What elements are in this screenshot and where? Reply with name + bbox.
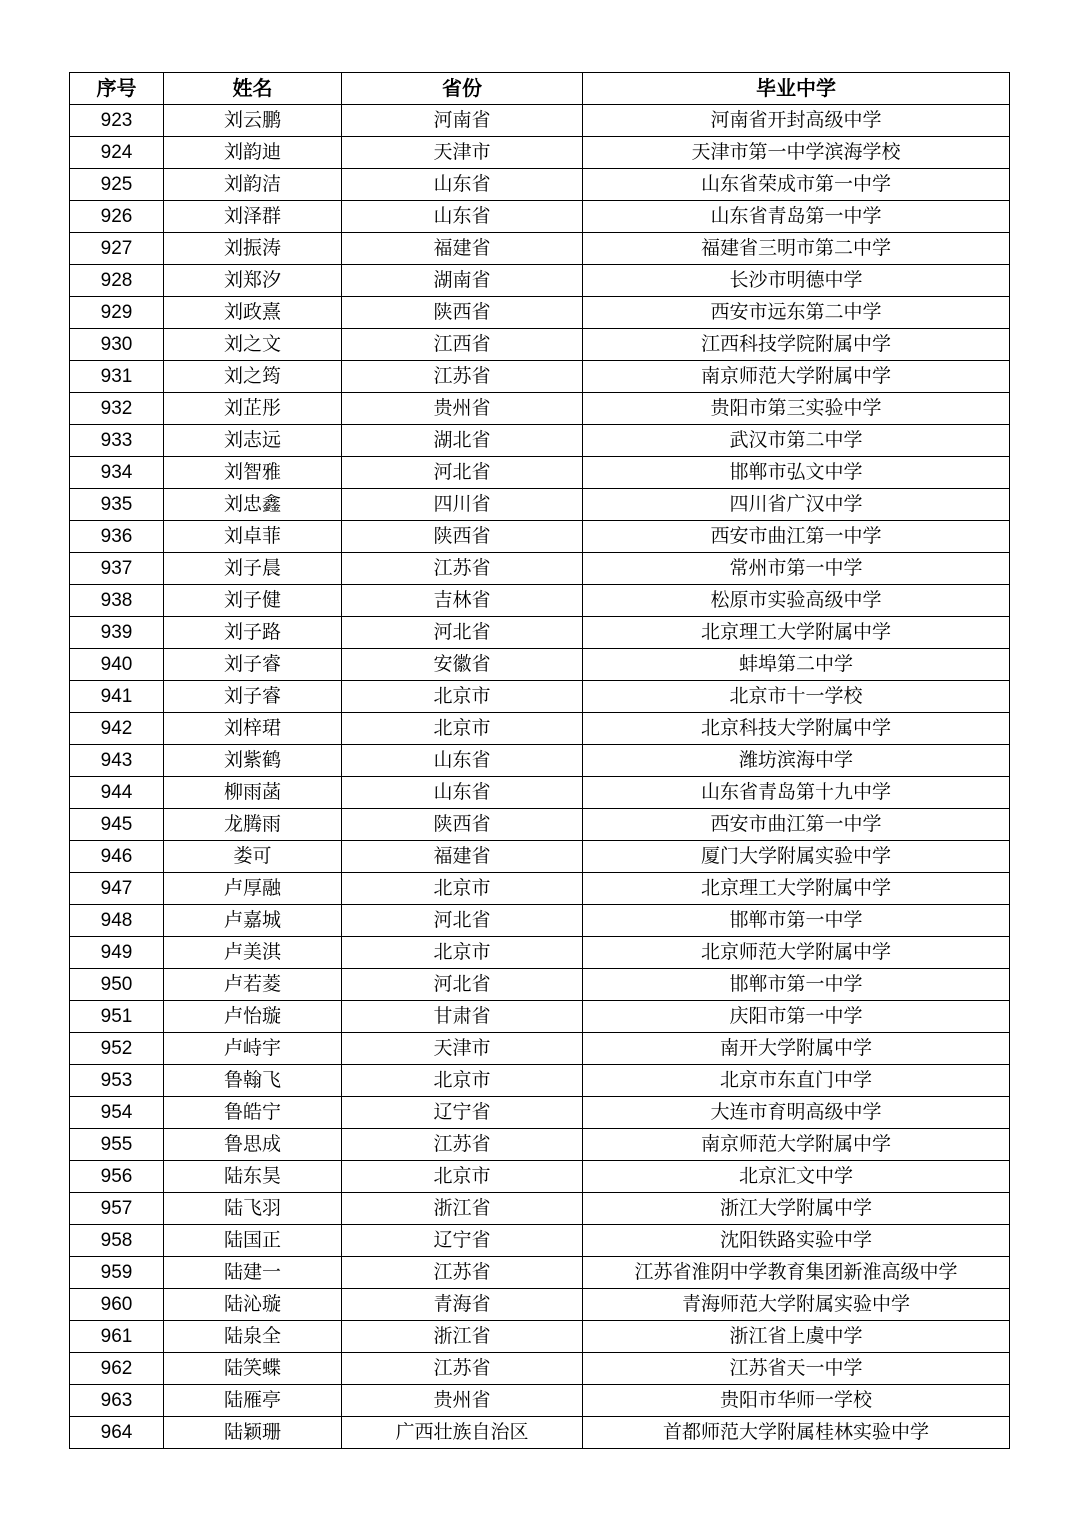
serial-number-cell: 926 bbox=[70, 201, 164, 233]
serial-number-cell: 948 bbox=[70, 905, 164, 937]
table-row bbox=[70, 841, 1010, 873]
high-school-cell: 浙江省上虞中学 bbox=[583, 1321, 1010, 1353]
serial-number-cell: 943 bbox=[70, 745, 164, 777]
province-cell: 甘肃省 bbox=[342, 1001, 583, 1033]
province-cell: 青海省 bbox=[342, 1289, 583, 1321]
name-cell: 刘之文 bbox=[164, 329, 342, 361]
high-school-cell: 南开大学附属中学 bbox=[583, 1033, 1010, 1065]
province-cell: 山东省 bbox=[342, 201, 583, 233]
name-cell: 刘振涛 bbox=[164, 233, 342, 265]
serial-number-cell: 929 bbox=[70, 297, 164, 329]
header-serial-number: 序号 bbox=[70, 73, 164, 105]
high-school-cell: 四川省广汉中学 bbox=[583, 489, 1010, 521]
high-school-cell: 南京师范大学附属中学 bbox=[583, 1129, 1010, 1161]
high-school-cell: 天津市第一中学滨海学校 bbox=[583, 137, 1010, 169]
serial-number-cell: 957 bbox=[70, 1193, 164, 1225]
high-school-cell: 浙江大学附属中学 bbox=[583, 1193, 1010, 1225]
high-school-cell: 北京理工大学附属中学 bbox=[583, 617, 1010, 649]
high-school-cell: 邯郸市第一中学 bbox=[583, 905, 1010, 937]
high-school-cell: 常州市第一中学 bbox=[583, 553, 1010, 585]
name-cell: 刘政熹 bbox=[164, 297, 342, 329]
province-cell: 北京市 bbox=[342, 681, 583, 713]
high-school-cell: 西安市曲江第一中学 bbox=[583, 521, 1010, 553]
name-cell: 陆飞羽 bbox=[164, 1193, 342, 1225]
name-cell: 刘卓菲 bbox=[164, 521, 342, 553]
name-cell: 刘芷彤 bbox=[164, 393, 342, 425]
high-school-cell: 南京师范大学附属中学 bbox=[583, 361, 1010, 393]
province-cell: 河南省 bbox=[342, 105, 583, 137]
table-row bbox=[70, 521, 1010, 553]
serial-number-cell: 963 bbox=[70, 1385, 164, 1417]
province-cell: 陕西省 bbox=[342, 809, 583, 841]
table-row bbox=[70, 553, 1010, 585]
serial-number-cell: 946 bbox=[70, 841, 164, 873]
province-cell: 北京市 bbox=[342, 713, 583, 745]
province-cell: 北京市 bbox=[342, 937, 583, 969]
serial-number-cell: 924 bbox=[70, 137, 164, 169]
table-row bbox=[70, 201, 1010, 233]
table-row bbox=[70, 489, 1010, 521]
serial-number-cell: 944 bbox=[70, 777, 164, 809]
serial-number-cell: 939 bbox=[70, 617, 164, 649]
high-school-cell: 北京理工大学附属中学 bbox=[583, 873, 1010, 905]
province-cell: 湖北省 bbox=[342, 425, 583, 457]
high-school-cell: 长沙市明德中学 bbox=[583, 265, 1010, 297]
table-row bbox=[70, 1065, 1010, 1097]
table-row bbox=[70, 457, 1010, 489]
header-province: 省份 bbox=[342, 73, 583, 105]
high-school-cell: 北京汇文中学 bbox=[583, 1161, 1010, 1193]
province-cell: 山东省 bbox=[342, 745, 583, 777]
table-row bbox=[70, 777, 1010, 809]
serial-number-cell: 964 bbox=[70, 1417, 164, 1449]
table-row bbox=[70, 1033, 1010, 1065]
name-cell: 柳雨菡 bbox=[164, 777, 342, 809]
province-cell: 贵州省 bbox=[342, 393, 583, 425]
high-school-cell: 松原市实验高级中学 bbox=[583, 585, 1010, 617]
table-row bbox=[70, 105, 1010, 137]
high-school-cell: 山东省青岛第十九中学 bbox=[583, 777, 1010, 809]
serial-number-cell: 930 bbox=[70, 329, 164, 361]
high-school-cell: 青海师范大学附属实验中学 bbox=[583, 1289, 1010, 1321]
table-row bbox=[70, 1353, 1010, 1385]
serial-number-cell: 941 bbox=[70, 681, 164, 713]
name-cell: 刘之筠 bbox=[164, 361, 342, 393]
serial-number-cell: 925 bbox=[70, 169, 164, 201]
name-cell: 刘云鹏 bbox=[164, 105, 342, 137]
table-row bbox=[70, 873, 1010, 905]
high-school-cell: 邯郸市第一中学 bbox=[583, 969, 1010, 1001]
serial-number-cell: 937 bbox=[70, 553, 164, 585]
serial-number-cell: 952 bbox=[70, 1033, 164, 1065]
serial-number-cell: 949 bbox=[70, 937, 164, 969]
name-cell: 卢厚融 bbox=[164, 873, 342, 905]
header-name: 姓名 bbox=[164, 73, 342, 105]
serial-number-cell: 953 bbox=[70, 1065, 164, 1097]
high-school-cell: 厦门大学附属实验中学 bbox=[583, 841, 1010, 873]
province-cell: 湖南省 bbox=[342, 265, 583, 297]
table-row bbox=[70, 1001, 1010, 1033]
high-school-cell: 大连市育明高级中学 bbox=[583, 1097, 1010, 1129]
table-row bbox=[70, 745, 1010, 777]
name-cell: 刘韵迪 bbox=[164, 137, 342, 169]
name-cell: 鲁思成 bbox=[164, 1129, 342, 1161]
table-row bbox=[70, 1417, 1010, 1449]
province-cell: 天津市 bbox=[342, 137, 583, 169]
serial-number-cell: 951 bbox=[70, 1001, 164, 1033]
table-row bbox=[70, 809, 1010, 841]
province-cell: 河北省 bbox=[342, 905, 583, 937]
name-cell: 鲁翰飞 bbox=[164, 1065, 342, 1097]
name-cell: 龙腾雨 bbox=[164, 809, 342, 841]
high-school-cell: 潍坊滨海中学 bbox=[583, 745, 1010, 777]
province-cell: 江苏省 bbox=[342, 1353, 583, 1385]
high-school-cell: 北京师范大学附属中学 bbox=[583, 937, 1010, 969]
table-row bbox=[70, 905, 1010, 937]
province-cell: 河北省 bbox=[342, 457, 583, 489]
high-school-cell: 北京科技大学附属中学 bbox=[583, 713, 1010, 745]
serial-number-cell: 928 bbox=[70, 265, 164, 297]
student-roster-table bbox=[69, 72, 1010, 1449]
table-row bbox=[70, 585, 1010, 617]
name-cell: 陆雁亭 bbox=[164, 1385, 342, 1417]
table-header bbox=[70, 73, 1010, 105]
serial-number-cell: 923 bbox=[70, 105, 164, 137]
name-cell: 陆沁璇 bbox=[164, 1289, 342, 1321]
serial-number-cell: 940 bbox=[70, 649, 164, 681]
table-row bbox=[70, 649, 1010, 681]
table-row bbox=[70, 329, 1010, 361]
table-row bbox=[70, 137, 1010, 169]
serial-number-cell: 958 bbox=[70, 1225, 164, 1257]
name-cell: 卢美淇 bbox=[164, 937, 342, 969]
name-cell: 刘梓珺 bbox=[164, 713, 342, 745]
name-cell: 卢怡璇 bbox=[164, 1001, 342, 1033]
name-cell: 刘子睿 bbox=[164, 681, 342, 713]
high-school-cell: 江苏省淮阴中学教育集团新淮高级中学 bbox=[583, 1257, 1010, 1289]
name-cell: 刘韵洁 bbox=[164, 169, 342, 201]
table-row bbox=[70, 617, 1010, 649]
serial-number-cell: 938 bbox=[70, 585, 164, 617]
province-cell: 山东省 bbox=[342, 777, 583, 809]
name-cell: 刘智雅 bbox=[164, 457, 342, 489]
high-school-cell: 山东省荣成市第一中学 bbox=[583, 169, 1010, 201]
high-school-cell: 北京市十一学校 bbox=[583, 681, 1010, 713]
serial-number-cell: 935 bbox=[70, 489, 164, 521]
table-row bbox=[70, 1193, 1010, 1225]
serial-number-cell: 962 bbox=[70, 1353, 164, 1385]
province-cell: 天津市 bbox=[342, 1033, 583, 1065]
name-cell: 刘忠鑫 bbox=[164, 489, 342, 521]
high-school-cell: 武汉市第二中学 bbox=[583, 425, 1010, 457]
high-school-cell: 沈阳铁路实验中学 bbox=[583, 1225, 1010, 1257]
table-row bbox=[70, 233, 1010, 265]
high-school-cell: 河南省开封高级中学 bbox=[583, 105, 1010, 137]
province-cell: 浙江省 bbox=[342, 1321, 583, 1353]
province-cell: 浙江省 bbox=[342, 1193, 583, 1225]
serial-number-cell: 934 bbox=[70, 457, 164, 489]
table-row bbox=[70, 265, 1010, 297]
name-cell: 刘子健 bbox=[164, 585, 342, 617]
name-cell: 刘紫鹤 bbox=[164, 745, 342, 777]
high-school-cell: 西安市远东第二中学 bbox=[583, 297, 1010, 329]
table-row bbox=[70, 393, 1010, 425]
serial-number-cell: 956 bbox=[70, 1161, 164, 1193]
table-row bbox=[70, 1161, 1010, 1193]
name-cell: 陆笑蝶 bbox=[164, 1353, 342, 1385]
table-row bbox=[70, 425, 1010, 457]
table-row bbox=[70, 1225, 1010, 1257]
name-cell: 卢嘉城 bbox=[164, 905, 342, 937]
name-cell: 刘子睿 bbox=[164, 649, 342, 681]
serial-number-cell: 959 bbox=[70, 1257, 164, 1289]
high-school-cell: 邯郸市弘文中学 bbox=[583, 457, 1010, 489]
province-cell: 江苏省 bbox=[342, 361, 583, 393]
name-cell: 卢若菱 bbox=[164, 969, 342, 1001]
high-school-cell: 北京市东直门中学 bbox=[583, 1065, 1010, 1097]
name-cell: 刘子路 bbox=[164, 617, 342, 649]
province-cell: 北京市 bbox=[342, 1161, 583, 1193]
name-cell: 鲁皓宁 bbox=[164, 1097, 342, 1129]
serial-number-cell: 961 bbox=[70, 1321, 164, 1353]
table-row bbox=[70, 937, 1010, 969]
name-cell: 娄可 bbox=[164, 841, 342, 873]
serial-number-cell: 955 bbox=[70, 1129, 164, 1161]
province-cell: 江苏省 bbox=[342, 1257, 583, 1289]
high-school-cell: 江苏省天一中学 bbox=[583, 1353, 1010, 1385]
serial-number-cell: 947 bbox=[70, 873, 164, 905]
high-school-cell: 山东省青岛第一中学 bbox=[583, 201, 1010, 233]
table-row bbox=[70, 297, 1010, 329]
name-cell: 刘泽群 bbox=[164, 201, 342, 233]
name-cell: 刘子晨 bbox=[164, 553, 342, 585]
province-cell: 河北省 bbox=[342, 617, 583, 649]
province-cell: 北京市 bbox=[342, 873, 583, 905]
province-cell: 福建省 bbox=[342, 233, 583, 265]
table-row bbox=[70, 1289, 1010, 1321]
name-cell: 陆建一 bbox=[164, 1257, 342, 1289]
serial-number-cell: 942 bbox=[70, 713, 164, 745]
table-row bbox=[70, 1385, 1010, 1417]
serial-number-cell: 932 bbox=[70, 393, 164, 425]
name-cell: 卢峙宇 bbox=[164, 1033, 342, 1065]
serial-number-cell: 931 bbox=[70, 361, 164, 393]
serial-number-cell: 960 bbox=[70, 1289, 164, 1321]
name-cell: 陆国正 bbox=[164, 1225, 342, 1257]
province-cell: 山东省 bbox=[342, 169, 583, 201]
province-cell: 陕西省 bbox=[342, 521, 583, 553]
table-row bbox=[70, 681, 1010, 713]
table-body bbox=[70, 105, 1010, 1449]
high-school-cell: 庆阳市第一中学 bbox=[583, 1001, 1010, 1033]
header-row bbox=[70, 73, 1010, 105]
name-cell: 陆颖珊 bbox=[164, 1417, 342, 1449]
province-cell: 福建省 bbox=[342, 841, 583, 873]
province-cell: 江苏省 bbox=[342, 553, 583, 585]
province-cell: 江苏省 bbox=[342, 1129, 583, 1161]
table-row bbox=[70, 361, 1010, 393]
serial-number-cell: 945 bbox=[70, 809, 164, 841]
serial-number-cell: 954 bbox=[70, 1097, 164, 1129]
table-row bbox=[70, 969, 1010, 1001]
province-cell: 四川省 bbox=[342, 489, 583, 521]
province-cell: 辽宁省 bbox=[342, 1097, 583, 1129]
table-row bbox=[70, 1097, 1010, 1129]
serial-number-cell: 950 bbox=[70, 969, 164, 1001]
name-cell: 陆泉全 bbox=[164, 1321, 342, 1353]
province-cell: 河北省 bbox=[342, 969, 583, 1001]
serial-number-cell: 936 bbox=[70, 521, 164, 553]
province-cell: 广西壮族自治区 bbox=[342, 1417, 583, 1449]
table-row bbox=[70, 1129, 1010, 1161]
serial-number-cell: 933 bbox=[70, 425, 164, 457]
table-row bbox=[70, 169, 1010, 201]
high-school-cell: 贵阳市第三实验中学 bbox=[583, 393, 1010, 425]
name-cell: 刘郑汐 bbox=[164, 265, 342, 297]
province-cell: 贵州省 bbox=[342, 1385, 583, 1417]
table-row bbox=[70, 713, 1010, 745]
high-school-cell: 贵阳市华师一学校 bbox=[583, 1385, 1010, 1417]
high-school-cell: 江西科技学院附属中学 bbox=[583, 329, 1010, 361]
table-row bbox=[70, 1321, 1010, 1353]
high-school-cell: 首都师范大学附属桂林实验中学 bbox=[583, 1417, 1010, 1449]
name-cell: 刘志远 bbox=[164, 425, 342, 457]
province-cell: 陕西省 bbox=[342, 297, 583, 329]
province-cell: 吉林省 bbox=[342, 585, 583, 617]
high-school-cell: 西安市曲江第一中学 bbox=[583, 809, 1010, 841]
table-row bbox=[70, 1257, 1010, 1289]
province-cell: 辽宁省 bbox=[342, 1225, 583, 1257]
province-cell: 安徽省 bbox=[342, 649, 583, 681]
province-cell: 江西省 bbox=[342, 329, 583, 361]
high-school-cell: 蚌埠第二中学 bbox=[583, 649, 1010, 681]
high-school-cell: 福建省三明市第二中学 bbox=[583, 233, 1010, 265]
province-cell: 北京市 bbox=[342, 1065, 583, 1097]
header-high-school: 毕业中学 bbox=[583, 73, 1010, 105]
name-cell: 陆东昊 bbox=[164, 1161, 342, 1193]
serial-number-cell: 927 bbox=[70, 233, 164, 265]
